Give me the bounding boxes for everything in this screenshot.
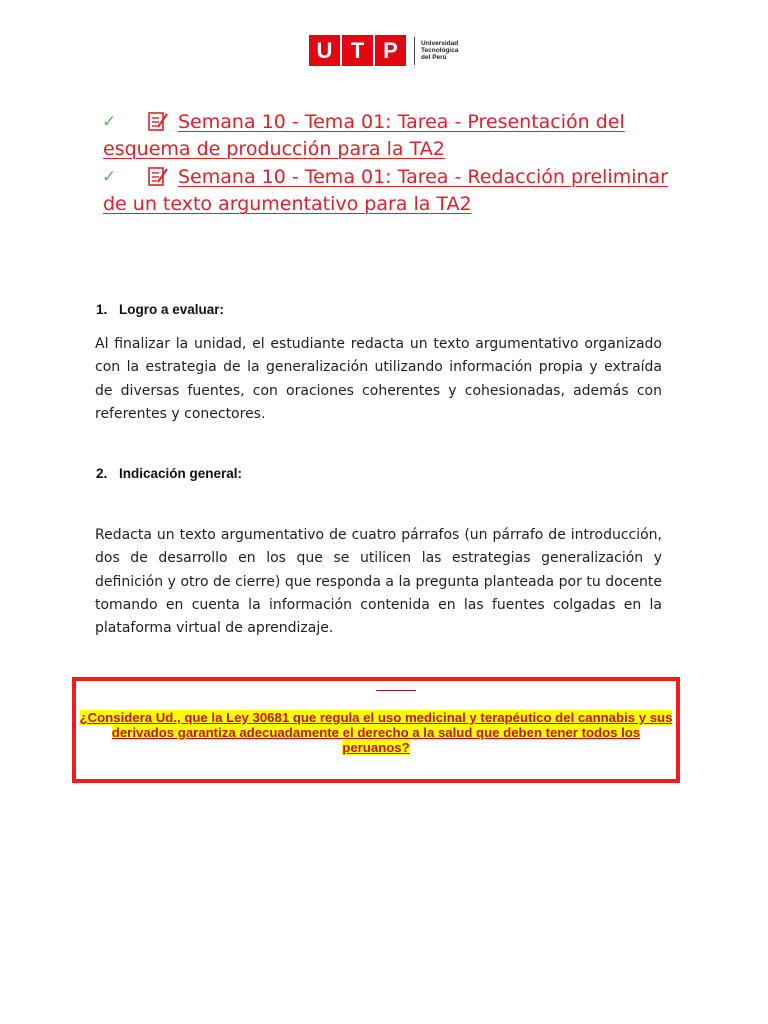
section-body-indicacion: Redacta un texto argumentativo de cuatro párrafos (un párrafo de introducción, dos de desarrollo en los que se utilicen las estrategias generalización y definición y otro de cierre) que responda a la pregunta planteada por tu docente tomando en cuenta la información contenida en las fuentes colgadas en la plataforma virtual de aprendizaje. xyxy=(95,527,662,637)
logo-letters xyxy=(309,35,406,66)
checkmark-icon: ✓ xyxy=(102,112,117,132)
section-body-logro: Al finalizar la unidad, el estudiante redacta un texto argumentativo organizado con la estrategia de la generalización utilizando información propia y extraída de diversas fuentes, con oraciones coherentes y cohesionadas, además con referentes y conectores. xyxy=(95,336,662,422)
task-title-line1[interactable]: Semana 10 - Tema 01: Tarea - Redacción preliminar xyxy=(178,166,668,188)
question-box xyxy=(72,677,680,783)
section-number: 1. xyxy=(96,302,108,317)
section-number: 2. xyxy=(96,466,108,481)
task-title-line2[interactable]: esquema de producción para la TA2 xyxy=(103,138,445,160)
section-heading-indicacion xyxy=(96,466,242,481)
question-text: ¿Considera Ud., que la Ley 30681 que regula el uso medicinal y terapéutico del cannabis y sus derivados garantiza adecuadamente el derecho a la salud que deben tener todos los peruanos? xyxy=(79,710,673,755)
section-title: Indicación general: xyxy=(119,466,243,481)
task-link-2[interactable] xyxy=(103,164,675,218)
utp-logo xyxy=(309,35,481,66)
document-edit-icon xyxy=(147,111,169,131)
question-rule xyxy=(376,690,416,691)
logo-university-name: Universidad Tecnológica del Perú xyxy=(421,40,459,61)
task-title-line2[interactable]: de un texto argumentativo para la TA2 xyxy=(103,193,472,215)
section-title: Logro a evaluar: xyxy=(119,302,225,317)
document-edit-icon xyxy=(147,166,169,186)
logo-letter-t: T xyxy=(342,35,373,66)
checkmark-icon: ✓ xyxy=(102,167,117,187)
section-heading-logro xyxy=(96,302,224,317)
logo-divider xyxy=(414,37,415,65)
logo-letter-p: P xyxy=(375,35,406,66)
task-title-line1[interactable]: Semana 10 - Tema 01: Tarea - Presentación del xyxy=(178,111,625,133)
task-link-1[interactable] xyxy=(103,109,675,163)
logo-letter-u: U xyxy=(309,35,340,66)
